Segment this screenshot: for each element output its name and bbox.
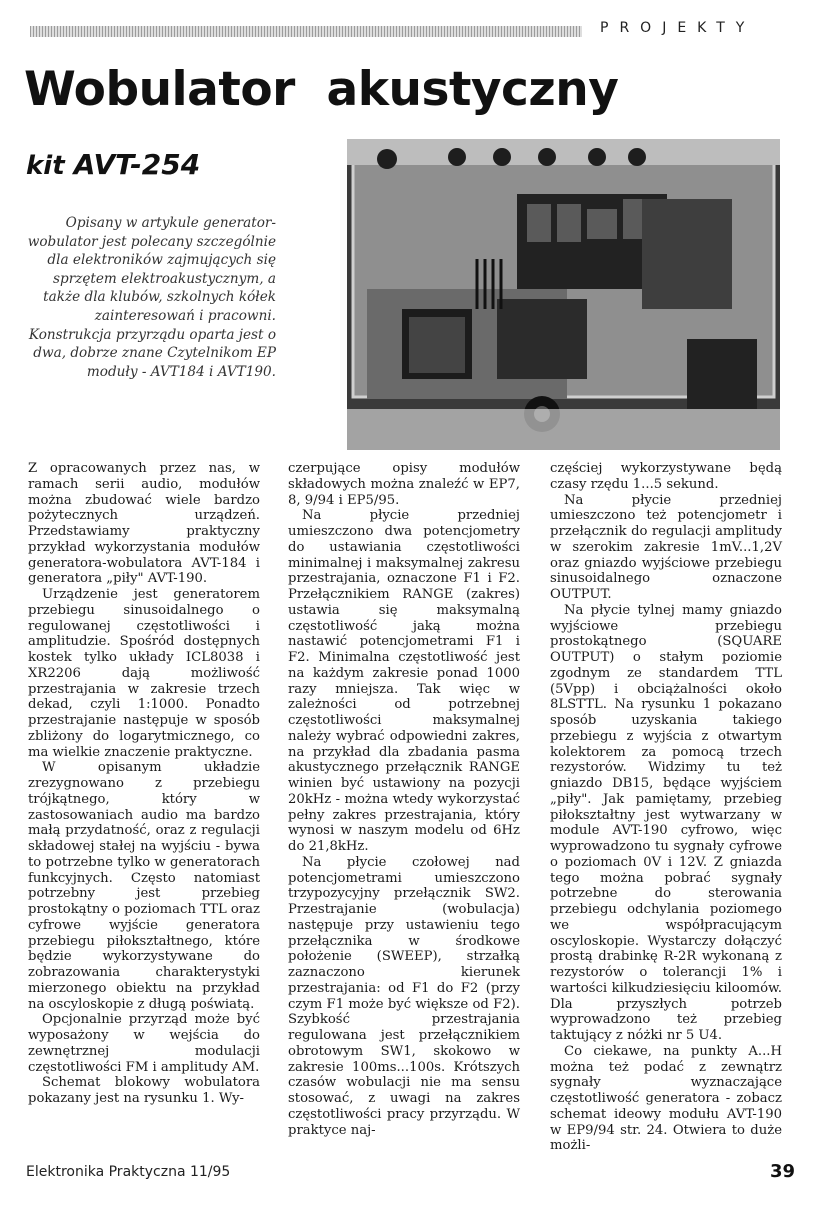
device-photo-image xyxy=(347,139,780,450)
page-number: 39 xyxy=(770,1161,796,1182)
paragraph: częściej wykorzystywane będą czasy rzędu 1...5 sekund. xyxy=(550,461,782,492)
subtitle-prefix: kit xyxy=(26,151,74,181)
paragraph: W opisanym układzie zrezygnowano z przebiegu trójkątnego, który w zastosowaniach audio ma bardzo małą przydatność, oraz z regulacji składowej stałej na wyjściu - bywa to potrzebne tylko w generatorach funkcyjnych. Często natomiast potrzebny jest przebieg prostokątny o poziomach TTL oraz cyfrowe wyjście generatora przebiegu piłokształtnego, które będzie wykorzystywane do zobrazowania charakterystyki mierzonego obiektu na przykład na oscyloskopie z długą poświatą. xyxy=(28,760,260,1012)
article-column-2 xyxy=(288,461,520,1138)
article-title: Wobulator akustyczny xyxy=(24,62,619,117)
paragraph: Z opracowanych przez nas, w ramach serii audio, modułów można zbudować wiele bardzo pożytecznych urządzeń. Przedstawiamy praktyczny przykład wykorzystania modułów generatora-wobulatora AVT-184 i generatora „piły" AVT-190. xyxy=(28,461,260,587)
paragraph: Schemat blokowy wobulatora pokazany jest na rysunku 1. Wy- xyxy=(28,1075,260,1106)
paragraph: Opcjonalnie przyrząd może być wyposażony w wejścia do zewnętrznej modulacji częstotliwości FM i amplitudy AM. xyxy=(28,1012,260,1075)
article-column-1 xyxy=(28,461,260,1107)
header-rule xyxy=(30,26,582,37)
article-column-3 xyxy=(550,461,782,1154)
article-lead: Opisany w artykule generator-wobulator jest polecany szczególnie dla elektroników zajmujących się sprzętem elektroakustycznym, a także dla klubów, szkolnych kółek zainteresowań i pracowni. Konstrukcja przyrządu oparta jest o dwa, dobrze znane Czytelnikom EP moduły - AVT184 i AVT190. xyxy=(27,215,276,380)
paragraph: Urządzenie jest generatorem przebiegu sinusoidalnego o regulowanej częstotliwości i amplitudzie. Spośród dostępnych kostek tylko układy ICL8038 i XR2206 dają możliwość przestrajania w zakresie trzech dekad, czyli 1:1000. Ponadto przestrajanie następuje w sposób zbliżony do logarytmicznego, co ma wielkie znaczenie praktyczne. xyxy=(28,587,260,760)
article-subtitle xyxy=(26,148,200,181)
paragraph: Na płycie tylnej mamy gniazdo wyjściowe przebiegu prostokątnego (SQUARE OUTPUT) o stałym poziomie zgodnym ze standardem TTL (5Vpp) i obciążalności około 8LSTTL. Na rysunku 1 pokazano sposób uzyskania takiego przebiegu z wyjścia z otwartym kolektorem za pomocą trzech rezystorów. Widzimy tu też gniazdo DB15, będące wyjściem „piły". Jak pamiętamy, przebieg piłokształtny jest wytwarzany w module AVT-190 cyfrowo, więc wyprowadzono tu sygnały cyfrowe o poziomach 0V i 12V. Z gniazda tego można pobrać sygnały potrzebne do sterowania przebiegu odchylania poziomego we współpracującym oscyloskopie. Wystarczy dołączyć prostą drabinkę R-2R wykonaną z rezystorów o tolerancji 1% i wartości kilkudziesięciu kiloomów. Dla przyszłych potrzeb wyprowadzono też przebieg taktujący z nóżki nr 5 U4. xyxy=(550,602,782,1043)
paragraph: czerpujące opisy modułów składowych można znaleźć w EP7, 8, 9/94 i EP5/95. xyxy=(288,461,520,508)
paragraph: Na płycie przedniej umieszczono też potencjometr i przełącznik do regulacji amplitudy w szerokim zakresie 1mV...1,2V oraz gniazdo wyjściowe przebiegu sinusoidalnego oznaczone OUTPUT. xyxy=(550,492,782,602)
paragraph: Co ciekawe, na punkty A...H można też podać z zewnątrz sygnały wyznaczające częstotliwość generatora - zobacz schemat ideowy modułu AVT-190 w EP9/94 str. 24. Otwiera to duże możli- xyxy=(550,1043,782,1154)
kit-code: AVT-254 xyxy=(73,148,201,181)
paragraph: Na płycie czołowej nad potencjometrami umieszczono trzypozycyjny przełącznik SW2. Przestrajanie (wobulacja) następuje przy ustawieniu tego przełącznika w środkowe położenie (SWEEP), strzałką zaznaczono kierunek przestrajania: od F1 do F2 (przy czym F1 może być większe od F2). Szybkość przestrajania regulowana jest przełącznikiem obrotowym SW1, skokowo w zakresie 100ms...100s. Krótszych czasów wobulacji nie ma sensu stosować, z uwagi na zakres częstotliwości pracy przyrządu. W praktyce naj- xyxy=(288,854,520,1138)
paragraph: Na płycie przedniej umieszczono dwa potencjometry do ustawiania częstotliwości minimalnej i maksymalnej zakresu przestrajania, oznaczone F1 i F2. Przełącznikiem RANGE (zakres) ustawia się maksymalną częstotliwość jaką można nastawić potencjometrami F1 i F2. Minimalna częstotliwość jest na każdym zakresie ponad 1000 razy mniejsza. Tak więc w zależności od potrzebnej częstotliwości maksymalnej należy wybrać odpowiedni zakres, na przykład dla zbadania pasma akustycznego przełącznik RANGE winien być ustawiony na pozycji 20kHz - można wtedy wykorzystać pełny zakres przestrajania, który wynosi w naszym modelu od 6Hz do 21,8kHz. xyxy=(288,508,520,854)
device-photo xyxy=(347,139,780,450)
section-label: PROJEKTY xyxy=(600,20,756,36)
footer-magazine: Elektronika Praktyczna 11/95 xyxy=(26,1164,231,1180)
